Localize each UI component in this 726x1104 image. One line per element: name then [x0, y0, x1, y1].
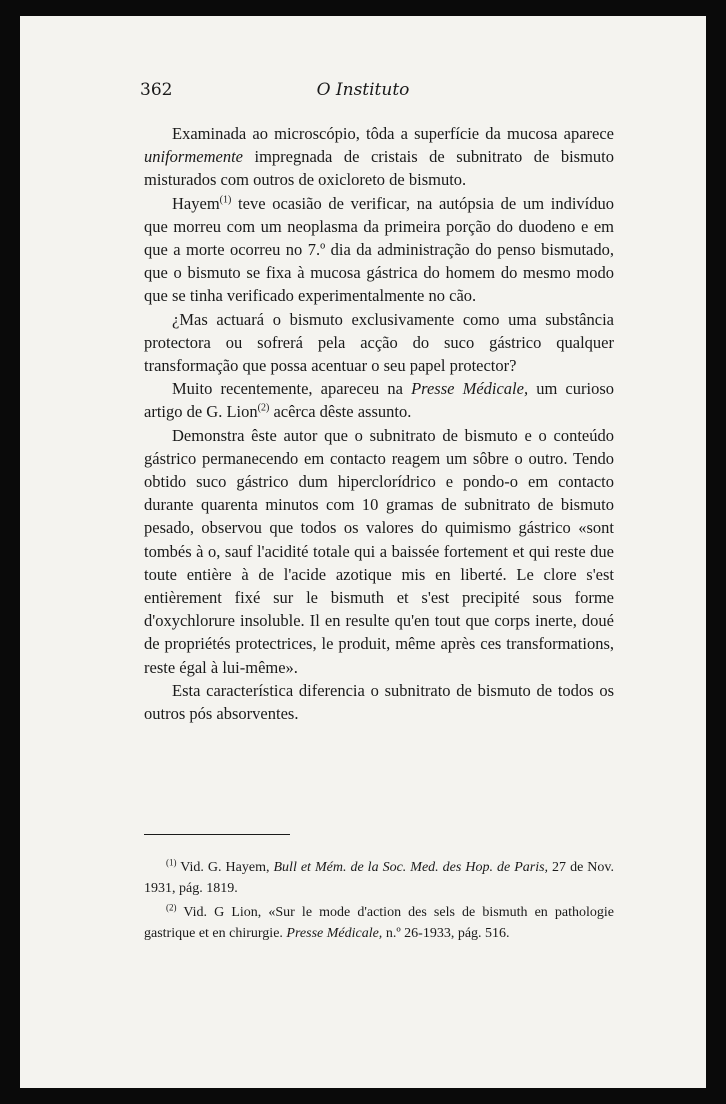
- running-title: O Instituto: [316, 80, 410, 100]
- emphasis: Bull et Mém. de la Soc. Med. des Hop. de Paris,: [273, 860, 549, 875]
- emphasis: uniformemente: [144, 147, 243, 167]
- text-run: impregnada de cristais de subnitrato de bismuto misturados com outros de oxicloreto de bismuto.: [144, 147, 614, 190]
- paragraph-1: [144, 122, 614, 192]
- footnote-1: [144, 858, 614, 899]
- emphasis: Presse Médicale,: [286, 925, 383, 941]
- text-run: um curioso artigo de G. Lion: [144, 379, 614, 422]
- paragraph-4: [144, 377, 614, 423]
- text-run: Vid. G. Hayem,: [176, 860, 274, 875]
- body-text: [144, 122, 614, 725]
- text-run: n.º 26-1933, pág. 516.: [382, 925, 510, 941]
- text-run: 27 de Nov. 1931, pág. 1819.: [144, 860, 614, 896]
- text-run: teve ocasião de verificar, na autópsia de um indivíduo que morreu com um neoplasma da primeira porção do duodeno e em que a morte ocorreu no 7.º dia da administração do penso bismutado, que o bismuto se fixa à mucosa gástrica do homem do mesmo modo que se tinha verificado experimentalmente no cão.: [144, 193, 614, 306]
- footnote-divider: [144, 834, 290, 835]
- footnote-marker: (1): [166, 857, 177, 868]
- running-head: [20, 80, 706, 104]
- text-run: Hayem: [172, 193, 220, 213]
- footnote-2: [144, 903, 614, 944]
- text-run: Vid. G Lion, «Sur le mode d'action des sels de bismuth en pathologie gastrique et en chirurgie.: [144, 905, 614, 941]
- text-run: acêrca dêste assunto.: [269, 402, 412, 422]
- paragraph-3: ¿Mas actuará o bismuto exclusivamente como uma substância protectora ou sofrerá pela acção do suco gástrico qualquer transformação que possa acentuar o seu papel protector?: [144, 309, 614, 376]
- footnote-marker: (2): [166, 902, 177, 913]
- footnotes: [144, 858, 614, 948]
- footnote-ref: (1): [219, 194, 232, 206]
- page-number: 362: [140, 80, 173, 100]
- book-page: [20, 16, 706, 1088]
- paragraph-5: Demonstra êste autor que o subnitrato de bismuto e o conteúdo gástrico permanecendo em contacto reagem um sôbre o outro. Tendo obtido suco gástrico dum hiperclorídrico e pondo-o em contacto durante quarenta minutos com 10 gramas de subnitrato de bismuto pesado, observou que todos os valores do quimismo gástrico «sont tombés à o, sauf l'acidité totale qui a baissée fortement et qui reste due toute entière à de l'acide azotique mis en liberté. Le clore s'est entièrement fixé sur le bismuth et s'est precipité sous forme d'oxychlorure insoluble. Il en resulte qu'en tout que corps inerte, doué de propriétés protectrices, le produit, même après ces transformations, reste égal à lui-même».: [144, 425, 614, 677]
- text-run: Examinada ao microscópio, tôda a superfície da mucosa aparece: [172, 124, 614, 143]
- footnote-ref: (2): [257, 402, 270, 414]
- paragraph-2: [144, 192, 614, 308]
- text-run: Muito recentemente, apareceu na: [172, 379, 412, 399]
- paragraph-6: Esta característica diferencia o subnitrato de bismuto de todos os outros pós absorventes.: [144, 680, 614, 724]
- emphasis: Presse Médicale,: [411, 379, 529, 399]
